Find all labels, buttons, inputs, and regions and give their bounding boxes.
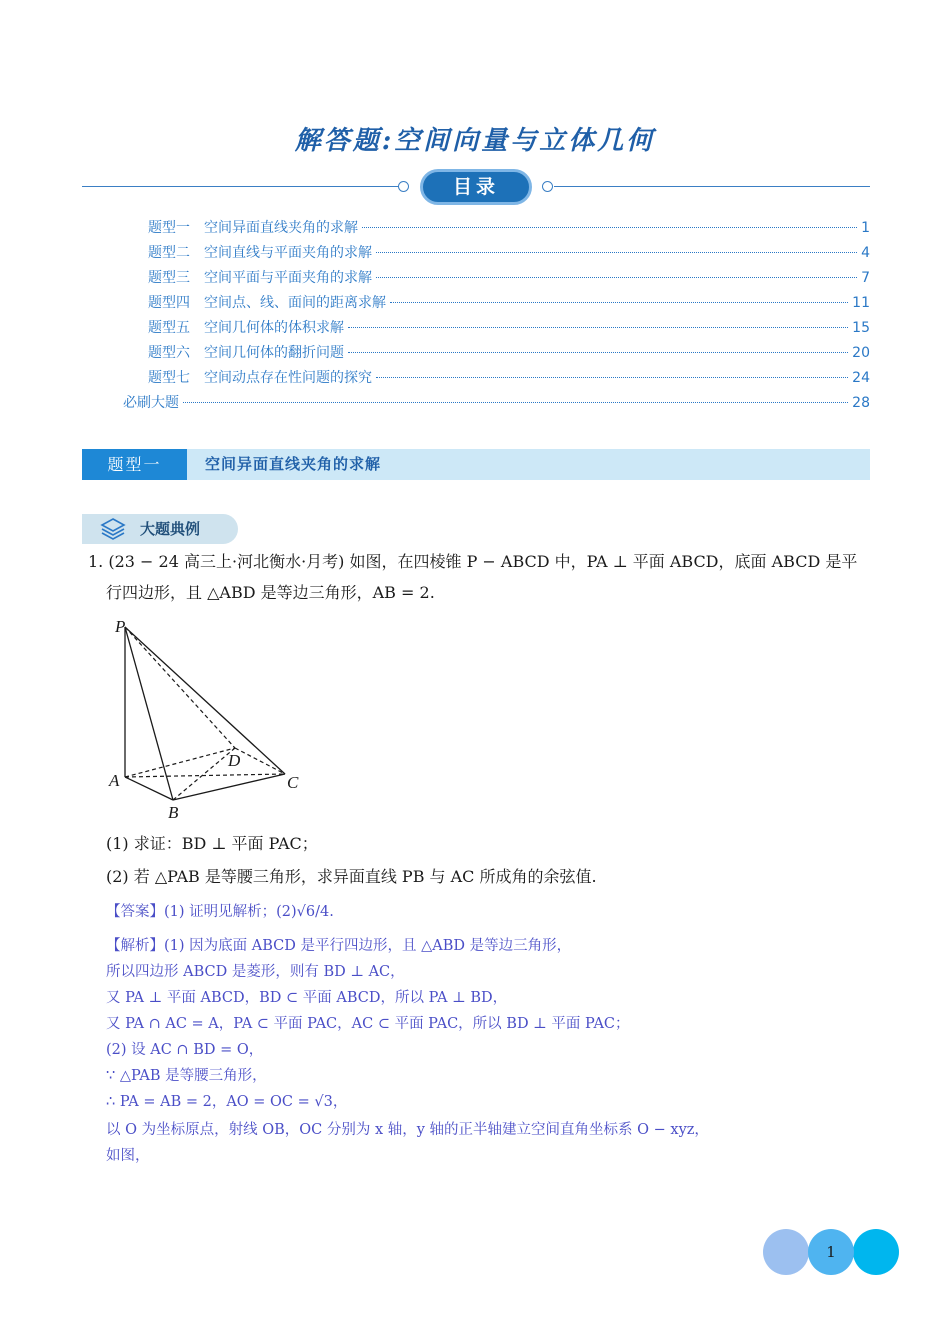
- page-circle-right: [853, 1229, 899, 1275]
- toc-leader-dots: [348, 352, 848, 353]
- toc-entry-page: 1: [861, 220, 870, 236]
- analysis-line: (2) 设 AC ∩ BD = O，: [106, 1042, 264, 1058]
- answer-line: 【答案】(1) 证明见解析；(2)√6/4.: [106, 904, 334, 920]
- toc-entry-label: 必刷大题: [123, 395, 179, 411]
- layers-icon: [100, 517, 126, 541]
- question-text-line-1: 1. (23 − 24 高三上·河北衡水·月考) 如图，在四棱锥 P − ABCD 中，PA ⊥ 平面 ABCD，底面 ABCD 是平: [88, 552, 858, 571]
- toc-entry[interactable]: [148, 217, 870, 241]
- analysis-line: ∵ △PAB 是等腰三角形，: [106, 1068, 267, 1084]
- edge-PC: [125, 627, 285, 774]
- toc-entry-label: 题型五: [148, 320, 190, 336]
- analysis-line: 如图，: [106, 1148, 150, 1164]
- toc-entry-title: 空间直线与平面夹角的求解: [204, 245, 372, 261]
- analysis-line: 又 PA ∩ AC = A，PA ⊂ 平面 PAC，AC ⊂ 平面 PAC，所以 BD ⊥ 平面 PAC；: [106, 1016, 630, 1032]
- toc-entry-label: 题型七: [148, 370, 190, 386]
- toc-divider-dot-left: [398, 181, 409, 192]
- vertex-label-A: A: [109, 771, 120, 790]
- toc-entry[interactable]: [123, 392, 870, 416]
- toc-entry[interactable]: [148, 367, 870, 391]
- toc-divider-left: [82, 186, 400, 187]
- toc-entry[interactable]: [148, 292, 870, 316]
- toc-leader-dots: [376, 277, 857, 278]
- toc-entry-page: 24: [852, 370, 870, 386]
- page-circle-left: [763, 1229, 809, 1275]
- question-text-line-2: 行四边形，且 △ABD 是等边三角形，AB = 2.: [106, 583, 435, 602]
- section-title: 空间异面直线夹角的求解: [205, 455, 382, 473]
- toc-entry-title: 空间几何体的体积求解: [204, 320, 344, 336]
- toc-entry-label: 题型六: [148, 345, 190, 361]
- toc-leader-dots: [183, 402, 848, 403]
- vertex-label-C: C: [287, 773, 299, 792]
- toc-entry[interactable]: [148, 242, 870, 266]
- analysis-line: ∴ PA = AB = 2，AO = OC = √3，: [106, 1094, 348, 1110]
- toc-entry-label: 题型二: [148, 245, 190, 261]
- sub-question-1: (1) 求证：BD ⊥ 平面 PAC；: [106, 834, 318, 853]
- section-tag: 题型一: [82, 449, 187, 480]
- document-title: 解答题:空间向量与立体几何: [294, 126, 656, 156]
- toc-divider-right: [554, 186, 870, 187]
- sub-question-2: (2) 若 △PAB 是等腰三角形，求异面直线 PB 与 AC 所成角的余弦值.: [106, 867, 597, 886]
- toc-entry-page: 11: [852, 295, 870, 311]
- toc-entry-page: 15: [852, 320, 870, 336]
- analysis-line: 所以四边形 ABCD 是菱形，则有 BD ⊥ AC，: [106, 964, 405, 980]
- analysis-line: 【解析】(1) 因为底面 ABCD 是平行四边形，且 △ABD 是等边三角形，: [106, 938, 572, 954]
- toc-divider-dot-right: [542, 181, 553, 192]
- toc-entry-page: 4: [861, 245, 870, 261]
- toc-entry-label: 题型三: [148, 270, 190, 286]
- toc-entry[interactable]: [148, 267, 870, 291]
- page-number: 1: [826, 1243, 836, 1261]
- toc-entry-title: 空间几何体的翻折问题: [204, 345, 344, 361]
- vertex-label-B: B: [168, 803, 179, 822]
- toc-badge: 目录: [420, 169, 532, 205]
- toc-entry-label: 题型一: [148, 220, 190, 236]
- vertex-label-P: P: [115, 617, 126, 636]
- diagonal-AC-hidden: [125, 774, 285, 777]
- example-tag-label: 大题典例: [140, 520, 201, 538]
- toc-leader-dots: [376, 252, 857, 253]
- toc-entry-title: 空间动点存在性问题的探究: [204, 370, 372, 386]
- toc-leader-dots: [362, 227, 857, 228]
- edge-AB: [125, 777, 173, 800]
- toc-entry-page: 20: [852, 345, 870, 361]
- edge-BC: [173, 774, 285, 800]
- toc-leader-dots: [348, 327, 848, 328]
- toc-entry-label: 题型四: [148, 295, 190, 311]
- toc-entry-title: 空间异面直线夹角的求解: [204, 220, 358, 236]
- toc-entry[interactable]: [148, 342, 870, 366]
- toc-leader-dots: [390, 302, 848, 303]
- section-header-bar: [82, 449, 870, 480]
- pyramid-figure: [105, 612, 315, 822]
- toc-entry-title: 空间平面与平面夹角的求解: [204, 270, 372, 286]
- toc-entry-title: 空间点、线、面间的距离求解: [204, 295, 386, 311]
- vertex-label-D: D: [228, 751, 241, 770]
- toc-entry-page: 7: [861, 270, 870, 286]
- analysis-line: 又 PA ⊥ 平面 ABCD，BD ⊂ 平面 ABCD，所以 PA ⊥ BD，: [106, 990, 508, 1006]
- toc-leader-dots: [376, 377, 848, 378]
- toc-entry-page: 28: [852, 395, 870, 411]
- analysis-line: 以 O 为坐标原点，射线 OB，OC 分别为 x 轴，y 轴的正半轴建立空间直角坐标系 O − xyz，: [106, 1122, 709, 1138]
- toc-entry[interactable]: [148, 317, 870, 341]
